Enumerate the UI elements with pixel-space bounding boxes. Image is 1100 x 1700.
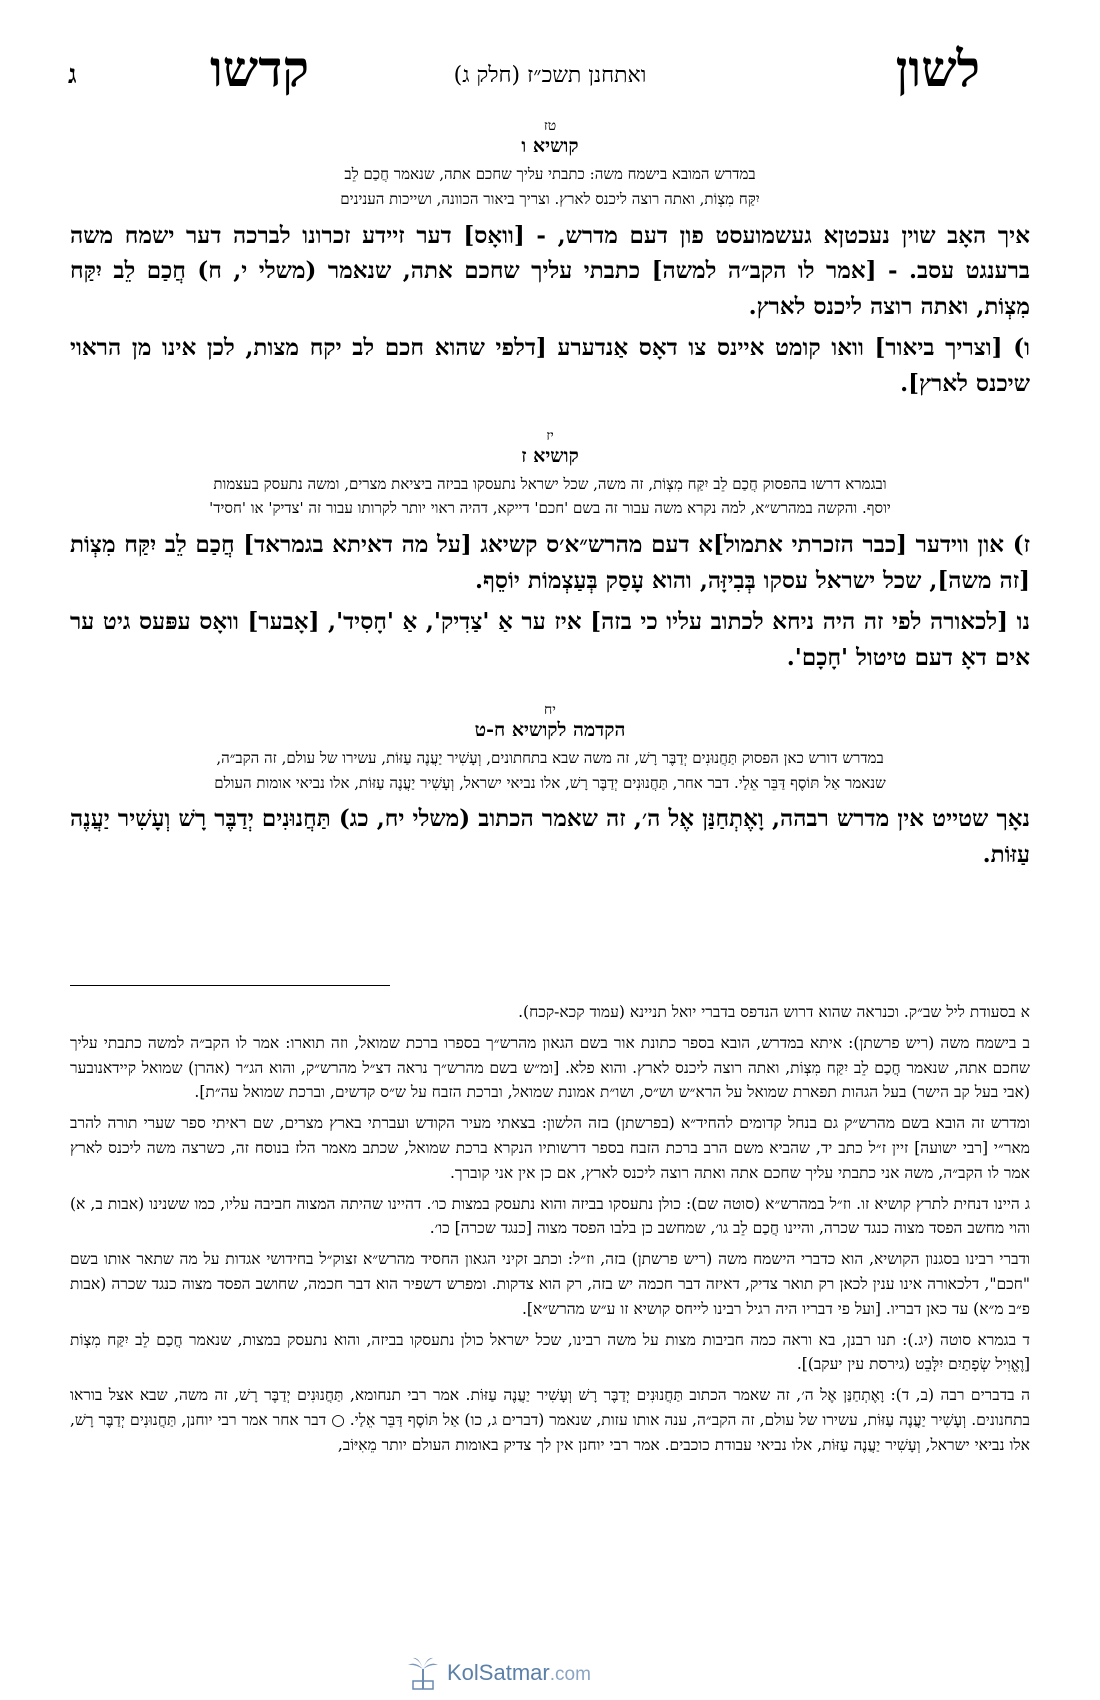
header-left-word: קדשו <box>210 41 309 97</box>
section-title: קושיא ו <box>521 135 579 157</box>
footnote: ד בגמרא סוטה (יג.): תנו רבנן, בא וראה כמה חביבות מצות על משה רבינו, שכל ישראל כולן נתעסקו בביזה, והוא נתעסק במצות, שנאמר חֲכַם לֵב יִקַּח מִצְוֹת [וֶאֱוִיל שְׂפָתַיִם יִלָּבֵט (גירסת עין יעקב)]. <box>70 1330 1030 1374</box>
page-header <box>60 40 1040 110</box>
header-center-title: ואתחנן תשכ״ז (חלק ג) <box>453 63 647 88</box>
section-1 <box>0 118 1100 402</box>
footnote: ודברי רבינו בסגנון הקושיא, הוא כדברי הישמח משה (ריש פרשתן) בזה, וז״ל: וכתב זקיני הגאון החסיד מהרש״א זצוק״ל בחידושי אגדות על מה שתאר אותו בשם "חכם", דלכאורה אינו ענין לכאן רק תואר צדיק, דאיזה דבר חכמה יש בזה, רק הוא צדקות. ומפרש דשפיר הוא דבר חכמה, שחושב הפסד מצוה כנגד שכרה (אבות פ״ב מ״א) עד כאן דבריו. [ועל פי דבריו היה רגיל רבינו לייחס קושיא זו ע״ש מהרש״א]. <box>70 1250 1030 1318</box>
section-intro-line: יִקַּח מִצְוֹת, ואתה רוצה ליכנס לארץ. וצריך ביאור הכוונה, ושייכות הענינים <box>340 189 760 208</box>
section-intro-line: יוסף. והקשה במהרש״א, למה נקרא משה עבור זה בשם 'חכם' דייקא, דהיה ראוי יותר לקרותו עבור זה 'צדיק' או 'חסיד' <box>209 499 891 518</box>
section-paragraph: ו) [וצריך ביאור] וואו קומט איינס צו דאָס אַנדערע [דלפי שהוא חכם לב יקח מצות, לכן אינו מן הראוי שיכנס לארץ]. <box>70 334 1030 398</box>
logo-suffix: .com <box>549 1664 591 1685</box>
page-number: ג <box>68 60 77 90</box>
section-intro-line: במדרש המובא בישמח משה: כתבתי עליך שחכם אתה, שנאמר חֲכַם לֵב <box>344 165 756 183</box>
logo-name: KolSatmar <box>447 1660 550 1685</box>
section-paragraph: ז) און ווידער [כבר הזכרתי אתמול]א דעם מהרש״א׳ס קשיאג [על מה דאיתא בגמראד] חֲכַם לֵב יִקַּח מִצְוֹת [זה משה], שכל ישראל עסקו בְּבִיזָּה, והוא עָסַק בְּעַצְמוֹת יוֹסֵף. <box>70 531 1030 594</box>
section-intro-line: במדרש דורש כאן הפסוק תַּחֲנוּנִים יְדַבֶּר רָשׁ, זה משה שבא בתחתונים, וְעָשִׁיר יַעֲנֶה עַזּוֹת, עשירו של עולם, זה הקב״ה, <box>216 748 884 767</box>
section-number: יז <box>546 427 554 444</box>
main-content <box>0 118 1100 873</box>
section-number: יח <box>544 701 556 718</box>
footnote: ב בישמח משה (ריש פרשתן): איתא במדרש, הובא בספר כתונת אור בשם הגאון מהרש״ך בספרו ברכת שמואל, וזה תוארו: אמר לו הקב״ה למשה כתבתי עליך שחכם אתה, שנאמר חֲכַם לֵב יִקַּח מִצְוֹת, ואתה רוצה ליכנס לארץ. והוא פלא. [ומ״ש בשם מהרש״ך נראה דצ״ל מהרש״ק, והוא הג״ר (אהרן) שמואל קיידאנובער (אבי בעל קב הישר) בעל הגהות תפארת שמואל על הרא״ש וש״ס, ושו״ת אמונת שמואל, וברכת הזבח על ש״ס קדשים, וברכת שמואל עה״ת]. <box>70 1033 1030 1102</box>
section-intro-line: ובגמרא דרשו בהפסוק חֲכַם לֵב יִקַּח מִצְוֹת, זה משה, שכל ישראל נתעסקו בביזה ביציאת מצרים, ומשה נתעסק בעצמות <box>213 474 887 493</box>
footnote-divider <box>70 985 390 986</box>
footnote: ג היינו דנחית לתרץ קושיא זו. וז״ל במהרש״א (סוטה שם): כולן נתעסקו בביזה והוא נתעסק במצות כו׳. דהיינו שהיתה המצוה חביבה עליו, כמו ששנינו (אבות ב, א) והוי מחשב הפסד מצוה כנגד שכרה, והיינו חֲכַם לֵב גו׳, שמחשב כן בלבו הפסד מצוה [כנגד שכרה] כו׳. <box>70 1194 1030 1238</box>
palm-tree-book-icon <box>405 1655 441 1691</box>
section-title: קושיא ז <box>521 444 579 467</box>
section-paragraph: נו [לכאורה לפי זה היה ניחא לכתוב עליו כי בזה] איז ער אַ 'צַדִיק', אַ 'חָסִיד', [אָבער] וואָס עפּעס גיט ער אים דאָ דעם טיטול 'חָכָם'. <box>70 608 1030 672</box>
section-paragraph: איך האָב שוין נעכטןא געשמועסט פון דעם מדרש, - [וואָס] דער זיידע זכרונו לברכה דער ישמח משה ברענגט עסב. - [אמר לו הקב״ה למשה] כתבתי עליך שחכם אתה, שנאמר (משלי י, ח) חֲכַם לֵב יִקַּח מִצְוֹת, ואתה רוצה ליכנס לארץ. <box>70 221 1030 320</box>
kolsatmar-logo <box>405 1655 591 1691</box>
footnote: ומדרש זה הובא בשם מהרש״ק גם בנחל קדומים להחיד״א (בפרשתן) בזה הלשון: בצאתי מעיר הקודש ועברתי בארץ מצרים, שם ראיתי ספר שערי תורה להרב מאר״י [רבי ישועה] זיין ז״ל כתב יד, שהביא משם הרב ברכת הזבח בספר דרשותיו הנקרא ברכת שמואל, שכתב מאמר הלז בנוסח זה, כשרצה משה ליכנס לארץ אמר לו הקב״ה, משה אני כתבתי עליך שחכם אתה ואתה רוצה ליכנס לארץ, אם כן אין אני קוברך. <box>70 1114 1030 1182</box>
section-3 <box>0 702 1100 873</box>
section-2 <box>0 428 1100 676</box>
section-paragraph: נאָך שטייט אין מדרש רבהה, וָאֶתְחַנַּן אֶל ה׳, זה שאמר הכתוב (משלי יח, כג) תַּחֲנוּנִים יְדַבֶּר רָשׁ וְעָשִׁיר יַעֲנֶה עַזּוֹת. <box>70 805 1030 868</box>
section-intro-line: שנאמר אַל תּוֹסֶף דַּבֵּר אֵלַי. דבר אחר, תַּחֲנוּנִים יְדַבֶּר רָשׁ, אלו נביאי ישראל, וְעָשִׁיר יַעֲנֶה עַזּוֹת, אלו נביאי אומות העולם <box>214 773 886 792</box>
header-right-word: לשון <box>895 41 980 97</box>
footnote: א בסעודת ליל שב״ק. וכנראה שהוא דרוש הנדפס בדברי יואל תניינא (עמוד קכא-קכח). <box>518 1003 1030 1021</box>
footnotes <box>70 1000 1030 1464</box>
footnote: ה בדברים רבה (ב, ד): וָאֶתְחַנַּן אֶל ה׳, זה שאמר הכתוב תַּחֲנוּנִים יְדַבֶּר רָשׁ וְעָשִׁיר יַעֲנֶה עַזּוֹת. אמר רבי תנחומא, תַּחֲנוּנִים יְדַבֶּר רָשׁ, זה משה, שבא אצל בוראו בתחנונים. וְעָשִׁיר יַעֲנֶה עַזּוֹת, עשירו של עולם, זה הקב״ה, ענה אותו עזות, שנאמר (דברים ג, כו) אַל תּוֹסֶף דַּבֵּר אֵלַי. ○ דבר אחר אמר רבי יוחנן, תַּחֲנוּנִים יְדַבֶּר רָשׁ, אלו נביאי ישראל, וְעָשִׁיר יַעֲנֶה עַזּוֹת, אלו נביאי עבודת כוכבים. אמר רבי יוחנן אין לך צדיק באומות העולם יותר מֵאִיּוֹב, <box>70 1386 1030 1454</box>
section-title: הקדמה לקושיא ח-ט <box>474 718 626 741</box>
section-number: טז <box>543 118 557 134</box>
